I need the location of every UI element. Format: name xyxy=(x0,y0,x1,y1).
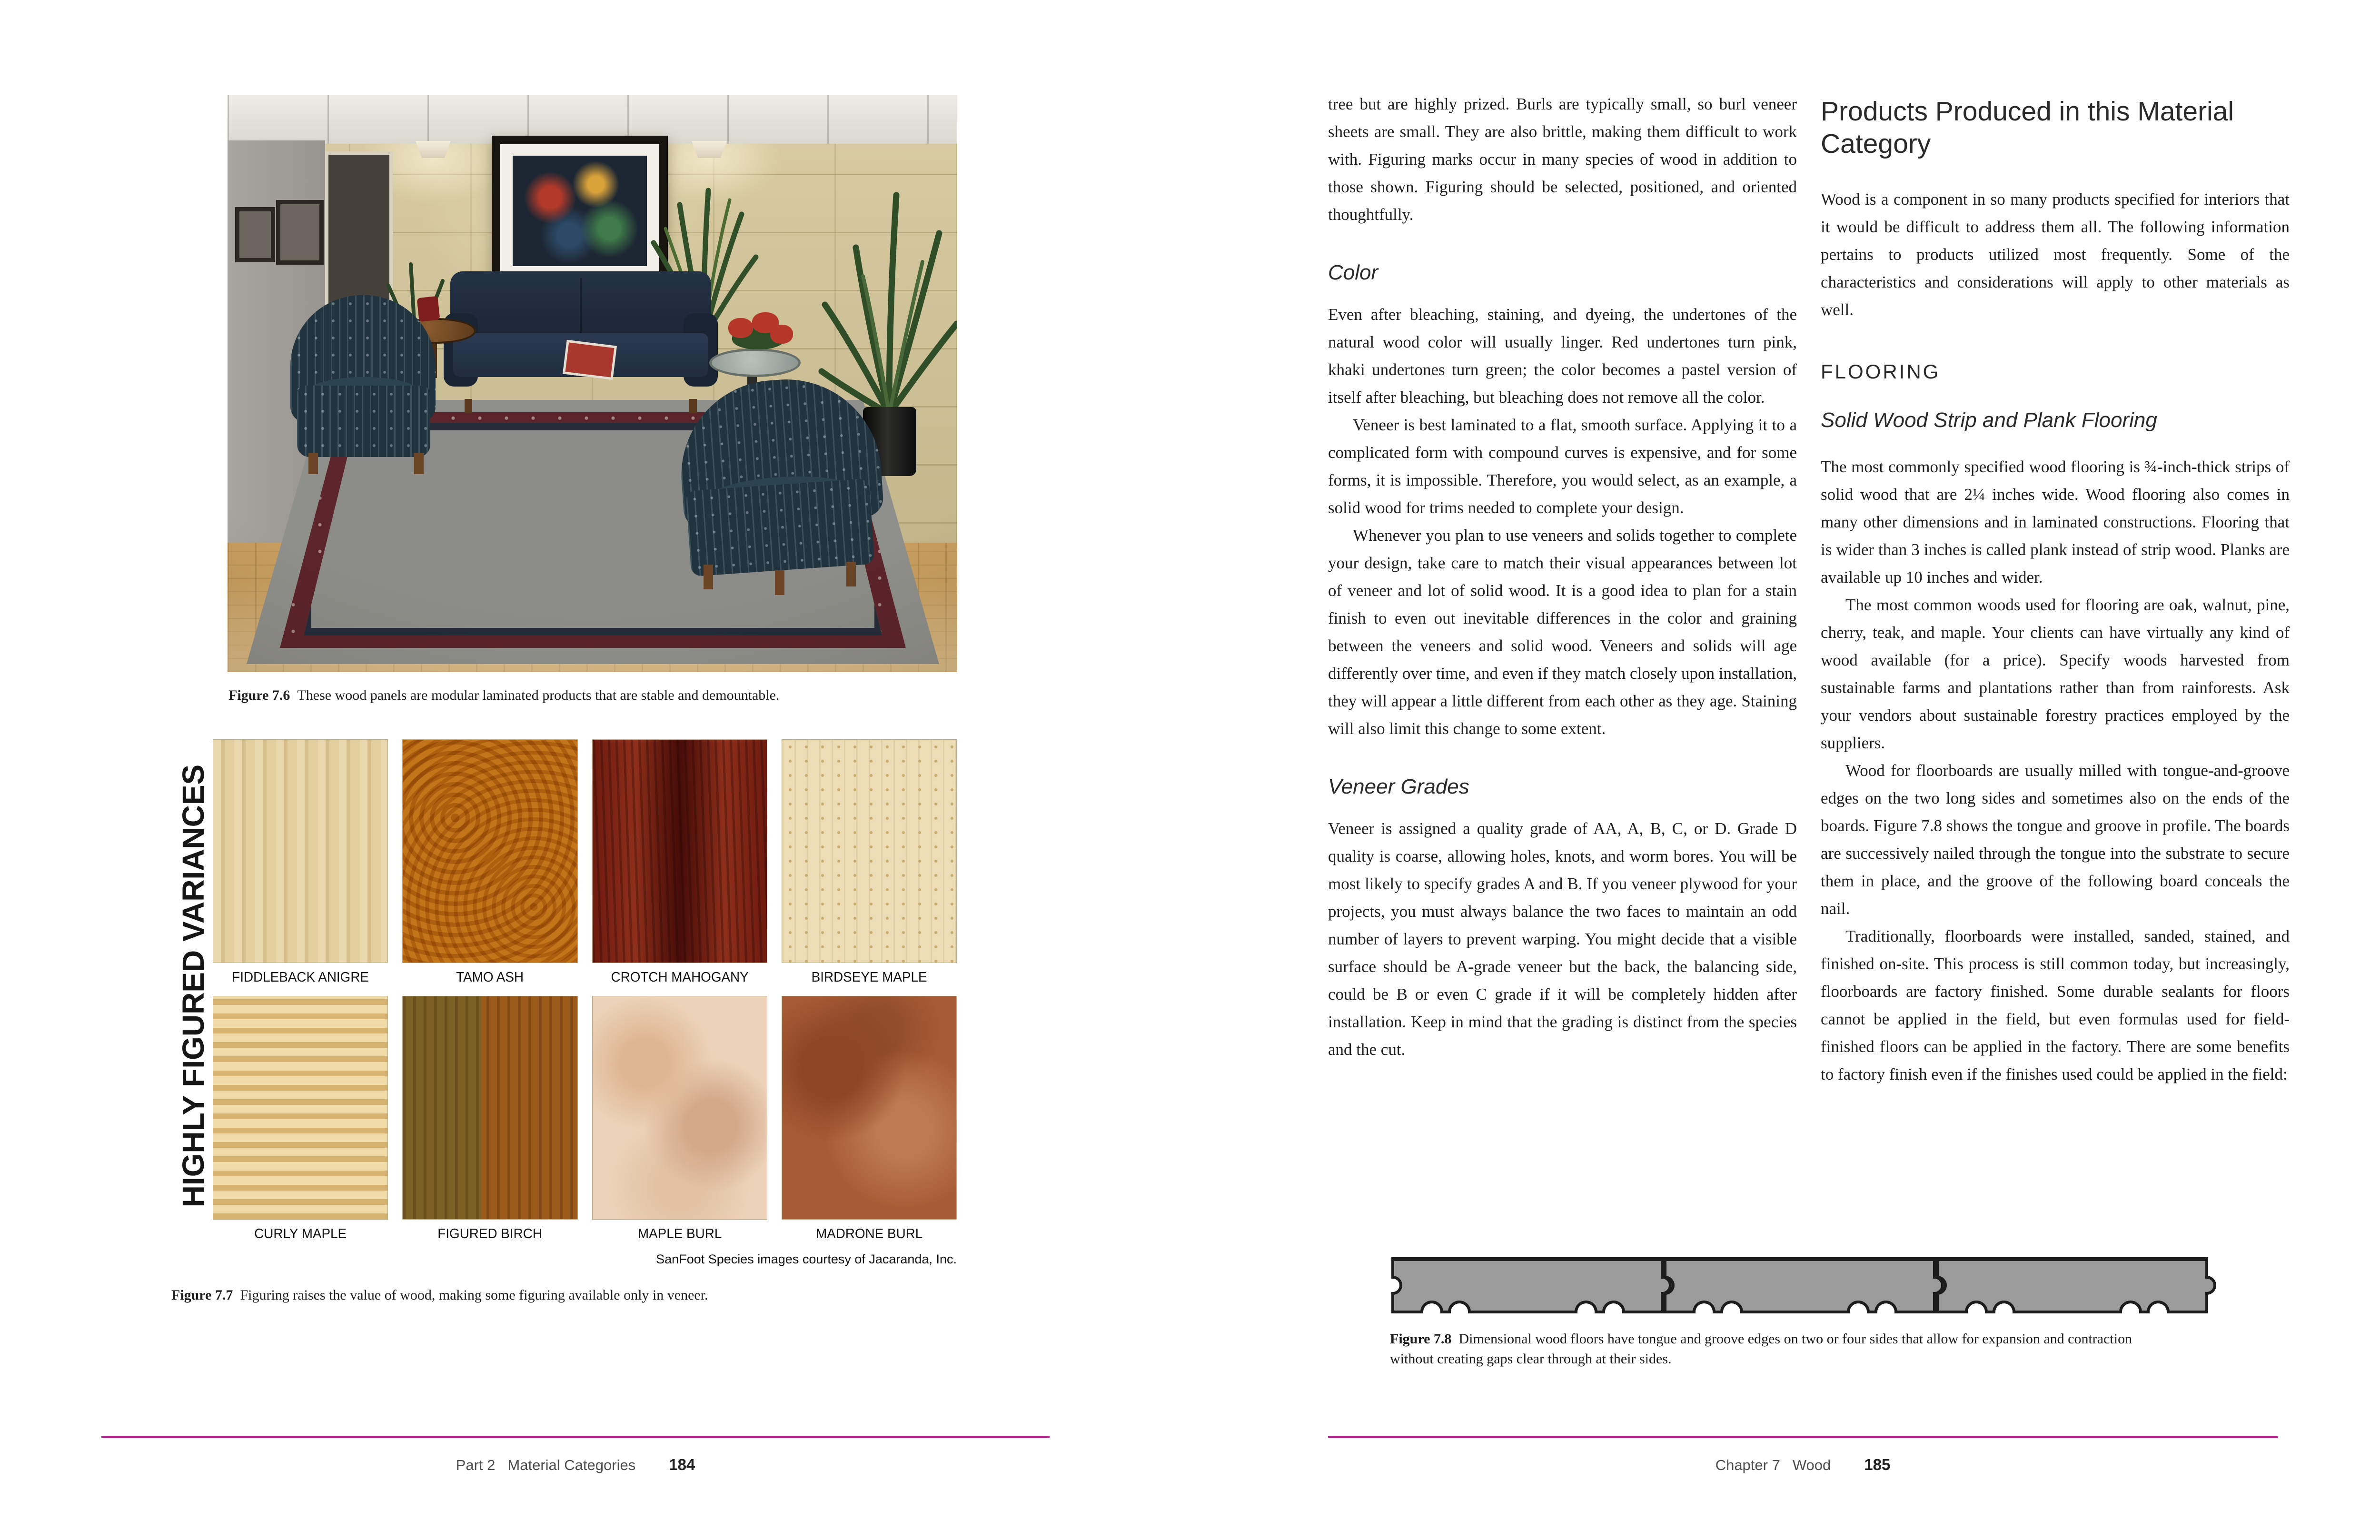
figure-7-7-label: Figure 7.7 xyxy=(171,1287,233,1303)
footer-part-label: Part 2 xyxy=(456,1457,496,1473)
paragraph: Whenever you plan to use veneers and solids together to complete your design, take care to match their visual appearances between lot of veneer and lot of solid wood. It is a good idea to plan for a stain finish to even out inevitable differences in the color and graining between the veneers and solid wood. Veneers and solids will age differently over time, and even if they match closely upon installation, they will appear a little different from each other as they age. Staining will also limit this change to some extent. xyxy=(1328,526,1797,738)
wood-sample-label: MAPLE BURL xyxy=(637,1226,722,1242)
figure-7-7-block xyxy=(176,739,957,1252)
footer-rule-right xyxy=(1328,1436,2278,1438)
figure-7-8-diagram xyxy=(1390,1256,2218,1327)
wood-sample-image-tamo-ash xyxy=(402,739,577,963)
wood-sample-cell xyxy=(782,739,957,996)
heading-solid-wood-strip: Solid Wood Strip and Plank Flooring xyxy=(1821,408,2157,432)
paragraph: Veneer is best laminated to a flat, smooth surface. Applying it to a complicated form with compound curves is expensive, and for some forms, it is impossible. Therefore, you would select, as an example, a solid wood for trims needed to complete your design. xyxy=(1328,416,1797,517)
wood-sample-cell xyxy=(592,739,767,996)
wood-sample-label: CROTCH MAHOGANY xyxy=(610,970,749,985)
figure-7-6-photo xyxy=(228,95,957,672)
figure-7-6-label: Figure 7.6 xyxy=(228,687,290,703)
figure-7-8-label: Figure 7.8 xyxy=(1390,1331,1452,1347)
figure-7-8-caption xyxy=(1390,1329,2137,1369)
paragraph: Wood for floorboards are usually milled with tongue-and-groove edges on the two long sides and sometimes also on the ends of the boards. Figure 7.8 shows the tongue and groove in profile. The boards are successively nailed through the tongue into the substrate to secure them in place, and the groove of the following board conceals the nail. xyxy=(1821,761,2290,918)
figure-7-7-side-title: HIGHLY FIGURED VARIANCES xyxy=(176,764,210,1208)
heading-veneer-grades: Veneer Grades xyxy=(1328,775,1469,798)
wood-sample-cell xyxy=(592,996,767,1252)
wood-sample-grid xyxy=(213,739,957,1252)
image-credit: SanFoot Species images courtesy of Jacaranda, Inc. xyxy=(656,1252,957,1266)
heading-flooring: FLOORING xyxy=(1821,360,1941,383)
wood-sample-image-curly-maple xyxy=(213,996,388,1220)
paragraph: tree but are highly prized. Burls are typically small, so burl veneer sheets are small. They are also brittle, making them difficult to work with. Figuring marks occur in many species of wood in addition to those shown. Figuring should be selected, positioned, and oriented thoughtfully. xyxy=(1328,95,1797,224)
paragraph: Wood is a component in so many products specified for interiors that it would be difficult to address them all. The following information pertains to products utilized most frequently. Some of the characteristics and considerations will apply to other materials as well. xyxy=(1821,190,2290,319)
footer-right xyxy=(1328,1456,2278,1474)
wood-sample-cell xyxy=(402,739,577,996)
wood-sample-cell xyxy=(213,739,388,996)
wood-sample-image-fiddleback-anigre xyxy=(213,739,388,963)
footer-section-label: Wood xyxy=(1792,1457,1831,1473)
wood-sample-cell xyxy=(782,996,957,1252)
paragraph: The most common woods used for flooring are oak, walnut, pine, cherry, teak, and maple. Your clients can have virtually any kind of wood available (for a price). Specify woods harvested from sustainable farms and plantations rather than from rainforests. Ask your vendors about sustainable forestry practices employed by the suppliers. xyxy=(1821,596,2290,752)
page-number-right: 185 xyxy=(1864,1456,1891,1473)
wood-sample-image-madrone-burl xyxy=(782,996,957,1220)
wood-sample-label: BIRDSEYE MAPLE xyxy=(811,970,927,985)
heading-products-produced: Products Produced in this Material Category xyxy=(1821,96,2234,159)
paragraph: Veneer is assigned a quality grade of AA, A, B, C, or D. Grade D quality is coarse, allowing holes, knots, and worm bores. You will be most likely to specify grades A and B. If you veneer plywood for your projects, you must always balance the two faces to maintain an odd number of layers to prevent warping. You might decide that a visible surface should be A-grade veneer but the back, the balancing side, could be B or even C grade if it will be completely hidden after installation. Keep in mind that the grading is distinct from the species and the cut. xyxy=(1328,819,1797,1059)
paragraph: The most commonly specified wood flooring is ¾-inch-thick strips of solid wood that are 2¼ inches wide. Wood flooring also comes in many other dimensions and in laminated constructions. Flooring that is wider than 3 inches is called plank instead of strip wood. Planks are available up 10 inches and wider. xyxy=(1821,457,2290,586)
footer-chapter-label: Chapter 7 xyxy=(1715,1457,1780,1473)
figure-7-8-caption-text: Dimensional wood floors have tongue and groove edges on two or four sides that allow for expansion and contraction without creating gaps clear through at their sides. xyxy=(1390,1331,2132,1367)
page-number-left: 184 xyxy=(669,1456,695,1473)
footer-left xyxy=(101,1456,1050,1474)
wood-sample-cell xyxy=(213,996,388,1252)
figure-7-6-caption-text: These wood panels are modular laminated products that are stable and demountable. xyxy=(297,687,780,703)
wood-sample-label: FIDDLEBACK ANIGRE xyxy=(232,970,369,985)
paragraph: Even after bleaching, staining, and dyeing, the undertones of the natural wood color will usually linger. Red undertones turn pink, khaki undertones turn green; the color becomes a pastel version of itself after bleaching, but bleaching does not remove all the color. xyxy=(1328,305,1797,407)
wood-sample-image-maple-burl xyxy=(592,996,767,1220)
middle-text-column xyxy=(1328,90,1797,1063)
figure-7-7-caption-text: Figuring raises the value of wood, making some figuring available only in veneer. xyxy=(240,1287,708,1303)
right-text-column xyxy=(1821,95,2290,1088)
wood-sample-image-birdseye-maple xyxy=(782,739,957,963)
wood-sample-label: CURLY MAPLE xyxy=(254,1226,347,1242)
footer-section-label: Material Categories xyxy=(507,1457,636,1473)
footer-rule-left xyxy=(101,1436,1050,1438)
wood-sample-image-crotch-mahogany xyxy=(592,739,767,963)
wood-sample-image-figured-birch xyxy=(402,996,577,1220)
wood-sample-label: TAMO ASH xyxy=(456,970,524,985)
wood-sample-cell xyxy=(402,996,577,1252)
figure-7-6-caption xyxy=(228,686,962,705)
paragraph: Traditionally, floorboards were installed, sanded, stained, and finished on-site. This process is still common today, but increasingly, floorboards are factory finished. Some durable sealants for floors cannot be applied in the field, but even formulas used for field-finished floors can be applied in the factory. There are some benefits to factory finish even if the finishes used could be applied in the field: xyxy=(1821,927,2290,1083)
figure-7-7-caption xyxy=(171,1285,895,1305)
wood-sample-label: MADRONE BURL xyxy=(815,1226,923,1242)
photo-vignette xyxy=(228,95,957,672)
heading-color: Color xyxy=(1328,261,1378,284)
wood-sample-label: FIGURED BIRCH xyxy=(437,1226,543,1242)
